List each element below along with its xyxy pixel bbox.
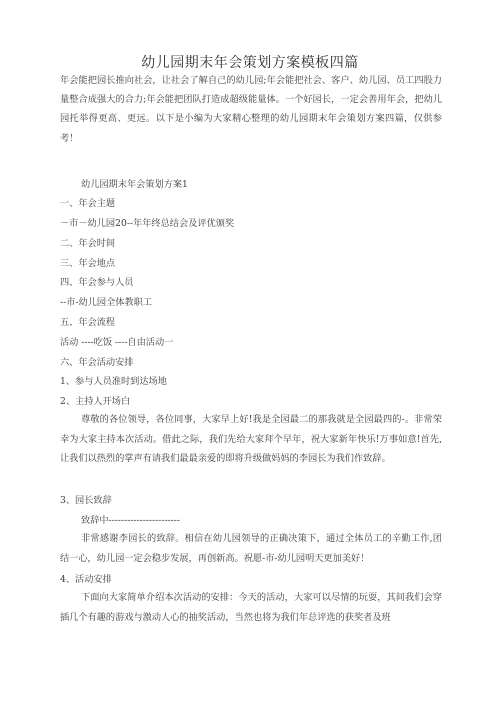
intro-paragraph [60, 71, 442, 148]
section-arrangement: 六、年会活动安排 [60, 357, 134, 368]
arrangement-step-2: 2、主持人开场白 [60, 396, 131, 407]
section-theme: 一、年会主题 [60, 198, 116, 209]
arrangement-heading: 4、活动安排 [60, 574, 112, 585]
intro-text: 年会能把园长推向社会，让社会了解自己的幼儿园;年会能把社会、客户、幼儿园、员工四股力量整合成强大的合力;年会能把团队打造成超级能量体。一个好园长，一定会善用年会，把幼儿园托举得更高、更远。以下是小编为大家精心整理的幼儿园期末年会策划方案四篇，仅供参考！ [60, 75, 442, 144]
section-time: 二、年会时间 [60, 238, 116, 249]
document-title: 幼儿园期末年会策划方案模板四篇 [141, 55, 359, 71]
thanks-text: 非常感谢李园长的致辞。相信在幼儿园领导的正确决策下，通过全体员工的辛勤工作,团结一心，幼儿园一定会稳步发展，再创新高。祝愿-市-幼儿园明天更加美好！ [60, 533, 442, 564]
participants-value: --市-幼儿园全体教职工 [60, 297, 153, 308]
section-location: 三、年会地点 [60, 258, 116, 269]
arrangement-text: 下面向大家简单介绍本次活动的安排：今天的活动，大家可以尽情的玩耍，其间我们会穿插几个有趣的游戏与激动人心的抽奖活动，当然也将为我们年总评选的获奖者及班 [60, 592, 442, 623]
section-flow: 五、年会流程 [60, 317, 116, 328]
section-participants: 四、年会参与人员 [60, 277, 134, 288]
thanks-paragraph [60, 529, 442, 568]
speech-heading: 3、园长致辞 [60, 495, 112, 506]
plan-heading: 幼儿园期末年会策划方案1 [81, 179, 188, 190]
arrangement-paragraph [60, 588, 442, 627]
host-speech-paragraph [60, 410, 442, 469]
host-speech-text: 尊敬的各位领导，各位同事，大家早上好!我是全园最二的那我就是全园最四的-。非常荣幸为大家主持本次活动。借此之际，我们先给大家拜个早年，祝大家新年快乐!万事如意!首先,让我们以热烈的掌声有请我们最最亲爱的即将升级做妈妈的李园长为我们作致辞。 [60, 414, 442, 465]
arrangement-step-1: 1、参与人员准时到达场地 [60, 376, 167, 387]
speech-in-progress: 致辞中----------------------- [81, 515, 180, 526]
flow-value: 活动 ----吃饭 ----自由活动一 [60, 337, 174, 348]
theme-value: －市－幼儿园20--年年终总结会及评优颁奖 [60, 218, 235, 229]
